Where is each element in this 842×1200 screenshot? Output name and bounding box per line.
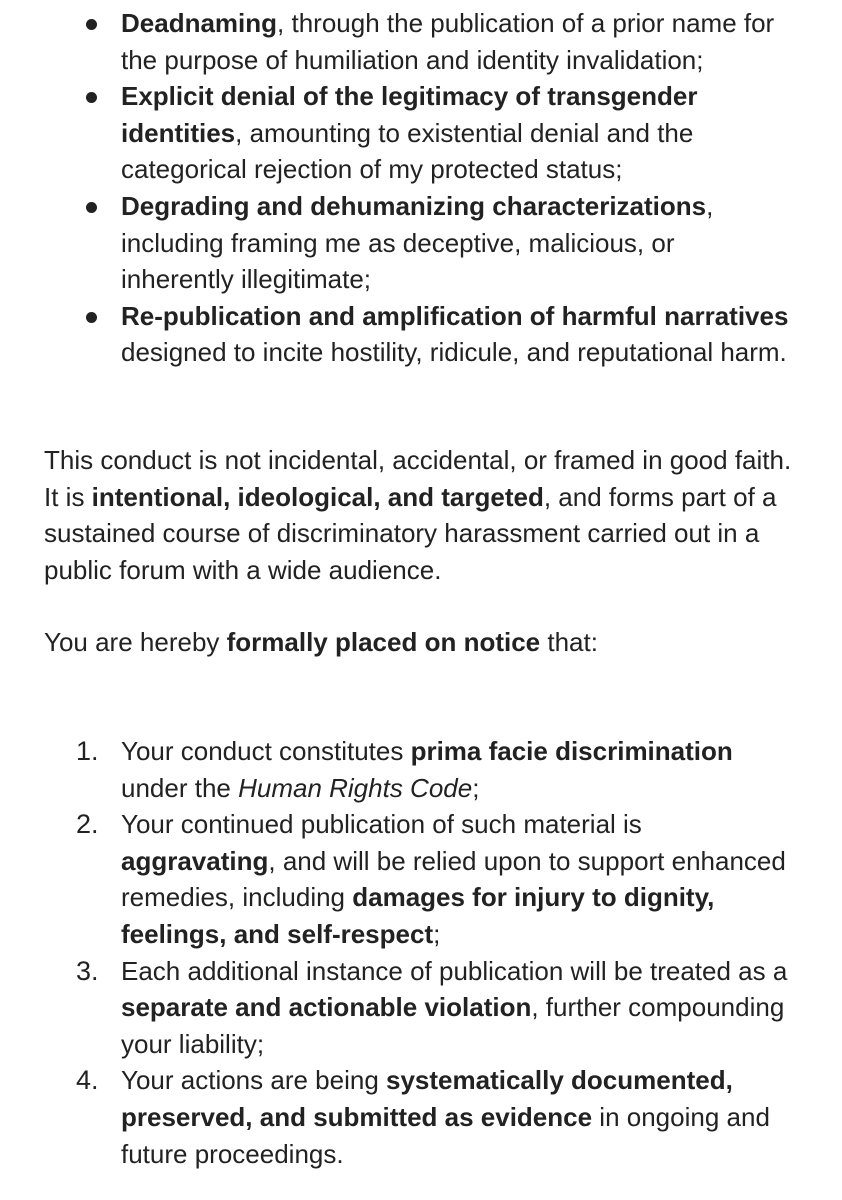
item-text: Your conduct constitutes	[121, 736, 411, 766]
paragraph-text: You are hereby	[44, 627, 227, 657]
bullet-item-text: , including framing me as deceptive, malicious, or inherently illegitimate;	[121, 190, 714, 295]
item-text: ;	[472, 772, 480, 803]
item-text: in ongoing and future proceedings.	[121, 1101, 770, 1169]
bullet-item-deadnaming	[0, 5, 842, 78]
notice-paragraph	[44, 624, 804, 661]
item-bold: damages for injury to dignity, feelings, and self-respect	[121, 882, 715, 949]
bullet-item-republication	[0, 298, 842, 371]
item-text: , and will be relied upon to support enhanced remedies, including	[121, 845, 786, 913]
item-number: 4.	[76, 1065, 99, 1096]
paragraph-bold: intentional, ideological, and targeted	[91, 481, 544, 512]
bullet-dot	[86, 312, 97, 323]
item-bold: aggravating	[121, 845, 269, 876]
bullet-item-text: , through the publication of a prior name for the purpose of humiliation and identity invalidation;	[121, 8, 775, 75]
bullet-item-degrading	[0, 188, 842, 298]
item-number: 2.	[76, 809, 99, 840]
bullet-dot	[86, 92, 97, 103]
item-text: Your continued publication of such material is	[121, 809, 642, 840]
bullet-item-bold: Explicit denial of the legitimacy of transgender identities	[121, 81, 698, 148]
numbered-item-3	[0, 953, 842, 1063]
bullet-dot	[86, 19, 97, 30]
item-bold: prima facie discrimination	[410, 736, 733, 766]
item-text: Each additional instance of publication will be treated as a	[121, 955, 788, 986]
numbered-item-2	[0, 806, 842, 952]
bullet-item-bold: Degrading and dehumanizing characterizations	[121, 190, 707, 221]
paragraph-bold: formally placed on notice	[226, 627, 541, 657]
paragraph-text: , and forms part of a sustained course of discriminatory harassment carried out in a public forum with a wide audience.	[44, 481, 777, 585]
violations-bullet-list	[0, 5, 842, 371]
paragraph-text: This conduct is not incidental, accidental, or framed in good faith. It is	[44, 445, 792, 512]
numbered-item-1	[0, 733, 842, 806]
conduct-paragraph	[44, 442, 804, 588]
item-bold: systematically documented, preserved, and submitted as evidence	[121, 1065, 733, 1132]
item-text: under the	[121, 772, 239, 803]
item-text: Your actions are being	[121, 1065, 387, 1096]
bullet-item-bold: Re-publication and amplification of harmful narratives	[121, 300, 789, 331]
bullet-item-bold: Deadnaming	[121, 8, 278, 38]
numbered-item-4	[0, 1062, 842, 1172]
notice-numbered-list	[0, 733, 842, 1172]
item-number: 1.	[76, 736, 99, 766]
paragraph-text: that:	[540, 627, 598, 657]
item-bold: separate and actionable violation	[121, 992, 532, 1023]
bullet-dot	[86, 202, 97, 213]
item-number: 3.	[76, 955, 99, 986]
bullet-item-text: , amounting to existential denial and the categorical rejection of my protected status;	[121, 117, 694, 185]
item-italic: Human Rights Code	[238, 772, 473, 803]
item-text: , further compounding your liability;	[121, 992, 785, 1059]
item-text: ;	[433, 918, 441, 949]
bullet-item-denial	[0, 78, 842, 188]
bullet-item-text: designed to incite hostility, ridicule, and reputational harm.	[121, 337, 787, 368]
